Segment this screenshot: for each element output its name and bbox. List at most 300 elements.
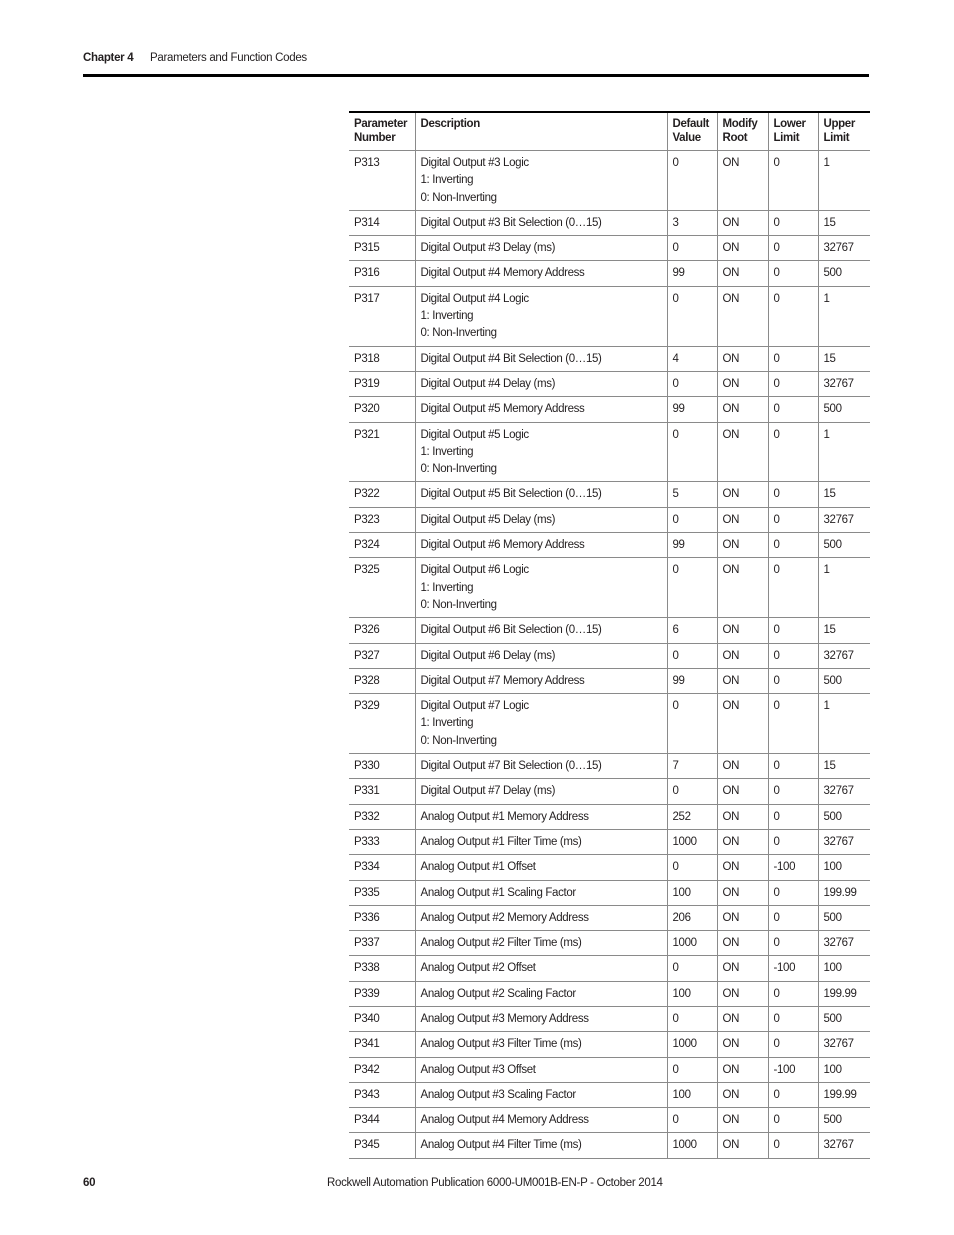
parameter-number-cell: P342	[349, 1057, 415, 1082]
default-value-cell: 252	[667, 804, 717, 829]
lower-limit-cell: 0	[768, 371, 818, 396]
column-header-upper-limit	[818, 112, 870, 151]
default-value-cell: 1000	[667, 829, 717, 854]
upper-limit-cell: 199.99	[818, 880, 870, 905]
description-line: Analog Output #3 Offset	[420, 1063, 536, 1076]
parameters-table	[349, 111, 870, 1159]
parameter-number-cell: P339	[349, 981, 415, 1006]
default-value-cell: 5	[667, 482, 717, 507]
table-row	[349, 210, 870, 235]
description-line: Analog Output #1 Scaling Factor	[420, 886, 576, 899]
upper-limit-cell: 15	[818, 618, 870, 643]
default-value-cell: 0	[667, 1057, 717, 1082]
parameter-number-cell: P326	[349, 618, 415, 643]
modify-root-cell: ON	[717, 905, 768, 930]
parameter-number-cell: P313	[349, 151, 415, 211]
description-cell	[415, 533, 667, 558]
lower-limit-cell: -100	[768, 1057, 818, 1082]
table-row	[349, 618, 870, 643]
table-row	[349, 1082, 870, 1107]
default-value-cell: 0	[667, 286, 717, 346]
default-value-cell: 0	[667, 558, 717, 618]
description-line: Digital Output #7 Logic	[420, 700, 529, 713]
lower-limit-cell: 0	[768, 643, 818, 668]
table-row	[349, 422, 870, 482]
default-value-cell: 0	[667, 236, 717, 261]
table-row	[349, 855, 870, 880]
column-header-line: Limit	[773, 132, 800, 144]
modify-root-cell: ON	[717, 668, 768, 693]
upper-limit-cell: 32767	[818, 779, 870, 804]
modify-root-cell: ON	[717, 1082, 768, 1107]
description-cell	[415, 956, 667, 981]
description-cell	[415, 397, 667, 422]
lower-limit-cell: 0	[768, 261, 818, 286]
description-line: Analog Output #2 Offset	[420, 962, 536, 975]
description-line: Digital Output #5 Delay (ms)	[420, 513, 556, 526]
modify-root-cell: ON	[717, 880, 768, 905]
lower-limit-cell: 0	[768, 507, 818, 532]
description-line: 0: Non-Inverting	[420, 598, 497, 611]
parameter-number-cell: P322	[349, 482, 415, 507]
description-line: Digital Output #7 Delay (ms)	[420, 785, 556, 798]
modify-root-cell: ON	[717, 286, 768, 346]
default-value-cell: 0	[667, 779, 717, 804]
table-row	[349, 1108, 870, 1133]
modify-root-cell: ON	[717, 1108, 768, 1133]
modify-root-cell: ON	[717, 855, 768, 880]
default-value-cell: 0	[667, 151, 717, 211]
description-line: Analog Output #4 Memory Address	[420, 1114, 589, 1127]
default-value-cell: 206	[667, 905, 717, 930]
default-value-cell: 0	[667, 371, 717, 396]
parameter-number-cell: P335	[349, 880, 415, 905]
modify-root-cell: ON	[717, 533, 768, 558]
parameter-number-cell: P319	[349, 371, 415, 396]
table-row	[349, 880, 870, 905]
modify-root-cell: ON	[717, 694, 768, 754]
description-cell	[415, 1082, 667, 1107]
description-line: 1: Inverting	[420, 174, 474, 187]
description-cell	[415, 931, 667, 956]
description-line: Analog Output #3 Memory Address	[420, 1012, 589, 1025]
header-row	[349, 112, 870, 151]
default-value-cell: 100	[667, 1082, 717, 1107]
table-row	[349, 151, 870, 211]
lower-limit-cell: 0	[768, 754, 818, 779]
upper-limit-cell: 1	[818, 558, 870, 618]
lower-limit-cell: 0	[768, 1006, 818, 1031]
parameter-number-cell: P331	[349, 779, 415, 804]
description-cell	[415, 694, 667, 754]
description-cell	[415, 1006, 667, 1031]
description-line: Digital Output #5 Logic	[420, 428, 529, 441]
default-value-cell: 4	[667, 346, 717, 371]
upper-limit-cell: 500	[818, 1108, 870, 1133]
column-header-line: Value	[672, 132, 701, 144]
modify-root-cell: ON	[717, 346, 768, 371]
description-line: Digital Output #3 Delay (ms)	[420, 242, 556, 255]
lower-limit-cell: 0	[768, 533, 818, 558]
description-line: 0: Non-Inverting	[420, 327, 497, 340]
description-cell	[415, 905, 667, 930]
parameter-number-cell: P341	[349, 1032, 415, 1057]
lower-limit-cell: 0	[768, 880, 818, 905]
upper-limit-cell: 199.99	[818, 981, 870, 1006]
description-line: Analog Output #1 Filter Time (ms)	[420, 835, 582, 848]
modify-root-cell: ON	[717, 507, 768, 532]
parameter-number-cell: P334	[349, 855, 415, 880]
default-value-cell: 0	[667, 643, 717, 668]
description-cell	[415, 210, 667, 235]
description-line: 1: Inverting	[420, 581, 474, 594]
default-value-cell: 100	[667, 880, 717, 905]
upper-limit-cell: 15	[818, 754, 870, 779]
default-value-cell: 100	[667, 981, 717, 1006]
lower-limit-cell: 0	[768, 1108, 818, 1133]
column-header-line: Root	[722, 132, 748, 144]
default-value-cell: 1000	[667, 931, 717, 956]
description-cell	[415, 855, 667, 880]
lower-limit-cell: 0	[768, 829, 818, 854]
header-rule	[83, 74, 869, 77]
modify-root-cell: ON	[717, 956, 768, 981]
description-cell	[415, 804, 667, 829]
lower-limit-cell: 0	[768, 236, 818, 261]
upper-limit-cell: 100	[818, 956, 870, 981]
parameter-number-cell: P332	[349, 804, 415, 829]
description-cell	[415, 1032, 667, 1057]
description-cell	[415, 779, 667, 804]
default-value-cell: 1000	[667, 1032, 717, 1057]
default-value-cell: 0	[667, 694, 717, 754]
upper-limit-cell: 15	[818, 346, 870, 371]
upper-limit-cell: 32767	[818, 931, 870, 956]
table-row	[349, 507, 870, 532]
description-line: Analog Output #1 Offset	[420, 861, 536, 874]
upper-limit-cell: 500	[818, 804, 870, 829]
upper-limit-cell: 1	[818, 151, 870, 211]
table-row	[349, 286, 870, 346]
lower-limit-cell: 0	[768, 286, 818, 346]
table-body	[349, 151, 870, 1159]
lower-limit-cell: 0	[768, 779, 818, 804]
page-header	[83, 52, 869, 70]
upper-limit-cell: 32767	[818, 371, 870, 396]
modify-root-cell: ON	[717, 210, 768, 235]
lower-limit-cell: 0	[768, 210, 818, 235]
modify-root-cell: ON	[717, 397, 768, 422]
lower-limit-cell: 0	[768, 151, 818, 211]
modify-root-cell: ON	[717, 804, 768, 829]
column-header-line: Default	[672, 118, 710, 130]
lower-limit-cell: -100	[768, 855, 818, 880]
description-line: Analog Output #2 Filter Time (ms)	[420, 937, 582, 950]
modify-root-cell: ON	[717, 981, 768, 1006]
parameter-number-cell: P337	[349, 931, 415, 956]
modify-root-cell: ON	[717, 558, 768, 618]
parameter-number-cell: P338	[349, 956, 415, 981]
parameter-number-cell: P320	[349, 397, 415, 422]
description-cell	[415, 668, 667, 693]
description-line: 1: Inverting	[420, 717, 474, 730]
lower-limit-cell: -100	[768, 956, 818, 981]
description-cell	[415, 346, 667, 371]
description-cell	[415, 880, 667, 905]
upper-limit-cell: 500	[818, 261, 870, 286]
default-value-cell: 0	[667, 855, 717, 880]
upper-limit-cell: 500	[818, 1006, 870, 1031]
description-line: Digital Output #7 Bit Selection (0…15)	[420, 760, 602, 773]
lower-limit-cell: 0	[768, 618, 818, 643]
modify-root-cell: ON	[717, 829, 768, 854]
column-header-parameter-number	[349, 112, 415, 151]
description-line: Analog Output #2 Memory Address	[420, 911, 589, 924]
parameter-number-cell: P325	[349, 558, 415, 618]
upper-limit-cell: 1	[818, 286, 870, 346]
default-value-cell: 0	[667, 507, 717, 532]
description-line: 0: Non-Inverting	[420, 463, 497, 476]
column-header-line: Description	[420, 118, 480, 130]
upper-limit-cell: 199.99	[818, 1082, 870, 1107]
description-line: Analog Output #2 Scaling Factor	[420, 987, 576, 1000]
upper-limit-cell: 500	[818, 533, 870, 558]
table-row	[349, 346, 870, 371]
parameter-number-cell: P333	[349, 829, 415, 854]
upper-limit-cell: 32767	[818, 643, 870, 668]
description-line: Analog Output #1 Memory Address	[420, 810, 589, 823]
modify-root-cell: ON	[717, 618, 768, 643]
parameter-number-cell: P345	[349, 1133, 415, 1158]
table-row	[349, 694, 870, 754]
column-header-default-value	[667, 112, 717, 151]
description-line: Digital Output #6 Bit Selection (0…15)	[420, 624, 602, 637]
modify-root-cell: ON	[717, 236, 768, 261]
column-header-line: Parameter	[354, 118, 408, 130]
column-header-line: Upper	[823, 118, 855, 130]
description-line: Analog Output #4 Filter Time (ms)	[420, 1139, 582, 1152]
description-cell	[415, 1133, 667, 1158]
description-cell	[415, 482, 667, 507]
default-value-cell: 3	[667, 210, 717, 235]
modify-root-cell: ON	[717, 779, 768, 804]
default-value-cell: 0	[667, 1006, 717, 1031]
modify-root-cell: ON	[717, 1057, 768, 1082]
table-row	[349, 829, 870, 854]
description-line: Digital Output #6 Logic	[420, 564, 529, 577]
description-cell	[415, 618, 667, 643]
lower-limit-cell: 0	[768, 804, 818, 829]
default-value-cell: 99	[667, 397, 717, 422]
default-value-cell: 99	[667, 668, 717, 693]
parameter-number-cell: P314	[349, 210, 415, 235]
description-line: Digital Output #3 Bit Selection (0…15)	[420, 216, 602, 229]
table-row	[349, 397, 870, 422]
description-cell	[415, 754, 667, 779]
description-line: 0: Non-Inverting	[420, 734, 497, 747]
description-line: Digital Output #4 Delay (ms)	[420, 377, 556, 390]
upper-limit-cell: 32767	[818, 1133, 870, 1158]
lower-limit-cell: 0	[768, 482, 818, 507]
lower-limit-cell: 0	[768, 558, 818, 618]
parameter-number-cell: P327	[349, 643, 415, 668]
description-line: Digital Output #3 Logic	[420, 157, 529, 169]
upper-limit-cell: 32767	[818, 1032, 870, 1057]
table-row	[349, 1133, 870, 1158]
lower-limit-cell: 0	[768, 1032, 818, 1057]
parameter-number-cell: P329	[349, 694, 415, 754]
table-row	[349, 1032, 870, 1057]
description-line: Digital Output #4 Logic	[420, 292, 529, 305]
table-header	[349, 112, 870, 151]
lower-limit-cell: 0	[768, 931, 818, 956]
description-cell	[415, 1057, 667, 1082]
description-line: Digital Output #6 Delay (ms)	[420, 649, 556, 662]
table-row	[349, 1006, 870, 1031]
description-cell	[415, 1108, 667, 1133]
lower-limit-cell: 0	[768, 422, 818, 482]
description-line: 1: Inverting	[420, 310, 474, 323]
table-row	[349, 981, 870, 1006]
parameter-number-cell: P340	[349, 1006, 415, 1031]
table-row	[349, 668, 870, 693]
description-cell	[415, 151, 667, 211]
chapter-label: Chapter 4	[83, 52, 134, 64]
parameter-number-cell: P336	[349, 905, 415, 930]
description-line: 0: Non-Inverting	[420, 191, 497, 204]
upper-limit-cell: 15	[818, 482, 870, 507]
lower-limit-cell: 0	[768, 1133, 818, 1158]
table-row	[349, 236, 870, 261]
parameter-number-cell: P343	[349, 1082, 415, 1107]
description-cell	[415, 422, 667, 482]
description-line: Digital Output #5 Bit Selection (0…15)	[420, 488, 602, 501]
section-title: Parameters and Function Codes	[150, 52, 307, 64]
parameter-number-cell: P321	[349, 422, 415, 482]
table-row	[349, 643, 870, 668]
page-number: 60	[83, 1177, 96, 1189]
default-value-cell: 99	[667, 261, 717, 286]
column-header-line: Modify	[722, 118, 758, 130]
parameter-number-cell: P316	[349, 261, 415, 286]
table-row	[349, 779, 870, 804]
description-cell	[415, 829, 667, 854]
description-cell	[415, 261, 667, 286]
lower-limit-cell: 0	[768, 981, 818, 1006]
table-row	[349, 482, 870, 507]
parameter-number-cell: P324	[349, 533, 415, 558]
description-cell	[415, 507, 667, 532]
description-line: Digital Output #6 Memory Address	[420, 539, 585, 552]
description-cell	[415, 236, 667, 261]
default-value-cell: 0	[667, 956, 717, 981]
upper-limit-cell: 15	[818, 210, 870, 235]
default-value-cell: 0	[667, 1108, 717, 1133]
modify-root-cell: ON	[717, 371, 768, 396]
table-row	[349, 371, 870, 396]
parameter-number-cell: P317	[349, 286, 415, 346]
description-line: Analog Output #3 Filter Time (ms)	[420, 1038, 582, 1051]
parameter-number-cell: P330	[349, 754, 415, 779]
column-header-line: Limit	[823, 132, 850, 144]
column-header-line: Number	[354, 132, 396, 144]
default-value-cell: 7	[667, 754, 717, 779]
parameter-number-cell: P344	[349, 1108, 415, 1133]
column-header-lower-limit	[768, 112, 818, 151]
description-line: Analog Output #3 Scaling Factor	[420, 1088, 576, 1101]
default-value-cell: 1000	[667, 1133, 717, 1158]
modify-root-cell: ON	[717, 261, 768, 286]
description-line: Digital Output #5 Memory Address	[420, 403, 585, 416]
column-header-modify-root	[717, 112, 768, 151]
default-value-cell: 0	[667, 422, 717, 482]
modify-root-cell: ON	[717, 422, 768, 482]
parameter-number-cell: P315	[349, 236, 415, 261]
description-cell	[415, 286, 667, 346]
table-row	[349, 956, 870, 981]
column-header-line: Lower	[773, 118, 806, 130]
lower-limit-cell: 0	[768, 397, 818, 422]
table-row	[349, 533, 870, 558]
lower-limit-cell: 0	[768, 346, 818, 371]
upper-limit-cell: 32767	[818, 507, 870, 532]
upper-limit-cell: 100	[818, 1057, 870, 1082]
upper-limit-cell: 500	[818, 397, 870, 422]
description-cell	[415, 981, 667, 1006]
table-row	[349, 754, 870, 779]
table-row	[349, 804, 870, 829]
modify-root-cell: ON	[717, 1133, 768, 1158]
parameter-number-cell: P323	[349, 507, 415, 532]
lower-limit-cell: 0	[768, 905, 818, 930]
lower-limit-cell: 0	[768, 694, 818, 754]
parameter-number-cell: P328	[349, 668, 415, 693]
description-cell	[415, 371, 667, 396]
column-header-description	[415, 112, 667, 151]
upper-limit-cell: 1	[818, 422, 870, 482]
lower-limit-cell: 0	[768, 1082, 818, 1107]
upper-limit-cell: 32767	[818, 829, 870, 854]
upper-limit-cell: 500	[818, 668, 870, 693]
modify-root-cell: ON	[717, 643, 768, 668]
modify-root-cell: ON	[717, 151, 768, 211]
description-line: Digital Output #4 Memory Address	[420, 267, 585, 280]
lower-limit-cell: 0	[768, 668, 818, 693]
table-row	[349, 931, 870, 956]
default-value-cell: 99	[667, 533, 717, 558]
publication-info: Rockwell Automation Publication 6000-UM001B-EN-P - October 2014	[327, 1177, 663, 1189]
modify-root-cell: ON	[717, 1032, 768, 1057]
upper-limit-cell: 32767	[818, 236, 870, 261]
table-row	[349, 558, 870, 618]
upper-limit-cell: 500	[818, 905, 870, 930]
table-row	[349, 261, 870, 286]
modify-root-cell: ON	[717, 1006, 768, 1031]
description-cell	[415, 643, 667, 668]
table-row	[349, 905, 870, 930]
default-value-cell: 6	[667, 618, 717, 643]
modify-root-cell: ON	[717, 931, 768, 956]
upper-limit-cell: 100	[818, 855, 870, 880]
description-line: Digital Output #4 Bit Selection (0…15)	[420, 352, 602, 365]
modify-root-cell: ON	[717, 482, 768, 507]
description-cell	[415, 558, 667, 618]
description-line: Digital Output #7 Memory Address	[420, 674, 585, 687]
parameter-number-cell: P318	[349, 346, 415, 371]
description-line: 1: Inverting	[420, 445, 474, 458]
table-row	[349, 1057, 870, 1082]
modify-root-cell: ON	[717, 754, 768, 779]
